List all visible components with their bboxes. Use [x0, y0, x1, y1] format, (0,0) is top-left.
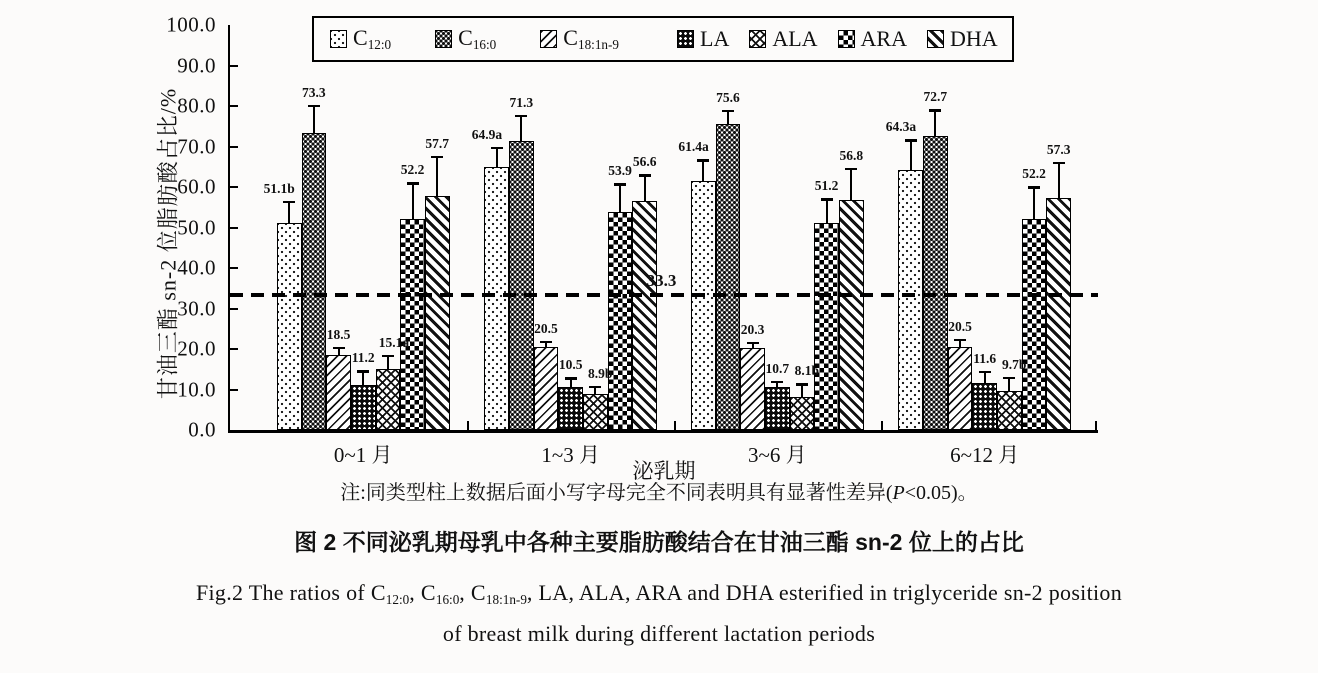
bar-c16-0-g2 — [509, 141, 534, 430]
bar-slot-la-g2 — [558, 25, 583, 430]
x-category-label-4: 6~12 月 — [950, 443, 1020, 467]
bar-slot-c12-0-g1 — [263, 25, 302, 430]
error-bar-cap — [614, 183, 626, 186]
bar-value-label: 64.9a — [471, 126, 503, 142]
bar-ala-g4 — [997, 391, 1022, 430]
y-tick-label: 30.0 — [177, 296, 216, 320]
error-bar-cap — [1028, 186, 1040, 189]
error-bar-ala-g1 — [382, 355, 394, 369]
error-bar-cap — [845, 168, 857, 171]
bar-value-label: 64.3a — [885, 119, 917, 135]
error-bar-line — [644, 174, 646, 200]
error-bar-line — [850, 168, 852, 200]
error-bar-line — [313, 105, 315, 133]
caption-en-c16-sub: 16:0 — [435, 591, 460, 607]
legend-item-ara — [838, 26, 907, 52]
bar-la-g3 — [765, 387, 790, 430]
bar-ala-g1 — [376, 369, 401, 430]
bar-slot-la-g4 — [972, 25, 997, 430]
error-bar-line — [702, 159, 704, 181]
bar-group-3 — [678, 25, 864, 430]
error-bar-c18-1n-9-g1 — [333, 347, 345, 355]
y-tick-mark — [230, 308, 238, 310]
bar-value-label: 20.5 — [534, 320, 558, 336]
y-tick-label: 20.0 — [177, 336, 216, 361]
x-category-label-3: 3~6 月 — [747, 443, 807, 467]
error-bar-dha-g2 — [639, 174, 651, 200]
y-tick-label: 0.0 — [188, 417, 216, 442]
bar-slot-c18-1n-9-g3 — [740, 25, 765, 430]
bar-la-g4 — [972, 383, 997, 430]
y-tick-mark — [230, 65, 238, 67]
error-bar-cap — [796, 383, 808, 386]
x-tick-mark — [674, 421, 676, 430]
bar-slot-c16-0-g4 — [923, 25, 948, 430]
error-bar-la-g2 — [565, 377, 577, 387]
y-tick-label: 80.0 — [177, 93, 216, 118]
error-bar-ara-g2 — [614, 183, 626, 211]
error-bar-line — [520, 115, 522, 141]
error-bar-c12-0-g2 — [491, 147, 503, 167]
bar-slot-la-g1 — [351, 25, 376, 430]
y-tick-mark — [230, 186, 238, 188]
bar-value-label: 11.2 — [351, 350, 375, 366]
legend — [312, 16, 1014, 62]
caption-en-prefix: Fig.2 The ratios of — [195, 580, 371, 605]
error-bar-line — [619, 183, 621, 211]
error-bar-cap — [491, 147, 503, 150]
legend-label-c18-1n-9: $C_{18:1n-9}$ — [563, 25, 619, 52]
y-axis-tick-labels — [0, 12, 222, 442]
error-bar-cap — [1003, 377, 1015, 380]
y-tick-mark — [230, 267, 238, 269]
bar-slot-c18-1n-9-g2 — [534, 25, 559, 430]
error-bar-line — [1058, 162, 1060, 198]
legend-item-la — [677, 26, 729, 52]
bar-c12-0-g2 — [484, 167, 509, 430]
bar-slot-c18-1n-9-g1 — [326, 25, 351, 430]
error-bar-ara-g4 — [1028, 186, 1040, 218]
error-bar-cap — [515, 115, 527, 118]
legend-label-ala: ALA — [772, 26, 818, 51]
legend-label-la: LA — [700, 26, 730, 51]
bar-c18-1n-9-g2 — [534, 347, 559, 430]
error-bar-dha-g1 — [431, 156, 443, 197]
bar-slot-c18-1n-9-g4 — [948, 25, 973, 430]
bar-value-label: 73.3 — [302, 84, 326, 100]
error-bar-c12-0-g4 — [905, 139, 917, 169]
reference-line — [230, 293, 1098, 297]
bar-slot-c12-0-g3 — [678, 25, 716, 430]
bar-dha-g4 — [1046, 198, 1071, 430]
bar-value-label: 51.1b — [263, 180, 295, 196]
error-bar-cap — [431, 156, 443, 159]
error-bar-c16-0-g3 — [722, 110, 734, 124]
bar-la-g2 — [558, 387, 583, 430]
y-tick-mark — [230, 348, 238, 350]
bar-value-label: 15.1a — [378, 334, 410, 350]
y-tick-label: 100.0 — [166, 12, 216, 37]
error-bar-ala-g3 — [796, 383, 808, 397]
bar-slot-c12-0-g4 — [885, 25, 923, 430]
caption-en-suffix: , LA, ALA, ARA and DHA esterified in triglyceride sn-2 position — [526, 580, 1123, 605]
error-bar-ala-g4 — [1003, 377, 1015, 391]
y-tick-label: 60.0 — [177, 174, 216, 199]
y-tick-mark — [230, 227, 238, 229]
legend-item-c18-1n-9 — [540, 25, 619, 53]
error-bar-cap — [283, 201, 295, 204]
bar-dha-g1 — [425, 196, 450, 430]
x-tick-mark — [1095, 421, 1097, 430]
bar-value-label: 56.6 — [632, 154, 657, 170]
legend-item-c16-0 — [435, 25, 496, 53]
bar-slot-la-g3 — [765, 25, 790, 430]
legend-label-dha: DHA — [950, 26, 998, 51]
bar-ara-g1 — [400, 219, 425, 430]
error-bar-line — [1033, 186, 1035, 218]
caption-en-c16-main: C — [420, 580, 436, 605]
error-bar-line — [288, 201, 290, 223]
error-bar-cap — [308, 105, 320, 108]
error-bar-cap — [821, 198, 833, 201]
error-bar-c12-0-g3 — [697, 159, 709, 181]
y-tick-mark — [230, 389, 238, 391]
legend-swatch-ara-icon — [838, 30, 855, 48]
bar-slot-dha-g1 — [425, 25, 450, 430]
bar-c16-0-g4 — [923, 136, 948, 430]
bar-la-g1 — [351, 385, 376, 430]
bar-slot-ala-g4 — [997, 25, 1027, 430]
bar-value-label: 8.1b — [794, 363, 819, 379]
bar-c16-0-g1 — [302, 133, 327, 430]
bar-value-label: 9.7b — [1002, 356, 1027, 372]
bar-dha-g3 — [839, 200, 864, 430]
legend-label-c16-0: $C_{16:0}$ — [458, 25, 497, 52]
bar-c12-0-g4 — [898, 170, 923, 430]
error-bar-dha-g3 — [845, 168, 857, 200]
bar-ara-g3 — [814, 223, 839, 430]
bar-value-label: 53.9 — [608, 163, 632, 179]
legend-label-c12-0: $C_{12:0}$ — [353, 25, 392, 52]
error-bar-cap — [979, 371, 991, 374]
error-bar-cap — [697, 159, 709, 162]
error-bar-la-g3 — [771, 381, 783, 387]
caption-en-sep2: , — [459, 580, 471, 605]
y-tick-mark — [230, 146, 238, 148]
bar-value-label: 10.5 — [558, 357, 583, 373]
error-bar-cap — [722, 110, 734, 113]
legend-label-ara: ARA — [860, 26, 907, 51]
bar-value-label: 8.9b — [588, 365, 613, 381]
bar-c18-1n-9-g4 — [948, 347, 973, 430]
bar-value-label: 52.2 — [1022, 166, 1046, 182]
bar-slot-c16-0-g1 — [302, 25, 327, 430]
note-p-symbol: P — [892, 482, 905, 504]
bar-value-label: 20.5 — [948, 318, 972, 334]
error-bar-cap — [1053, 162, 1065, 165]
y-tick-label: 70.0 — [177, 134, 216, 158]
error-bar-cap — [382, 355, 394, 358]
error-bar-cap — [747, 342, 759, 345]
bar-value-label: 57.7 — [425, 135, 450, 151]
note-prefix: 注:同类型柱上数据后面小写字母完全不同表明具有显著性差异( — [340, 482, 893, 504]
legend-item-c12-0 — [330, 25, 391, 53]
bar-value-label: 72.7 — [923, 89, 948, 105]
bar-slot-dha-g4 — [1046, 25, 1071, 430]
y-tick-mark — [230, 105, 238, 107]
error-bar-cap — [929, 109, 941, 112]
error-bar-cap — [540, 341, 552, 344]
caption-en-c18-sub: 18:1n-9 — [485, 591, 527, 607]
y-tick-label: 90.0 — [177, 53, 216, 77]
plot-area — [228, 25, 1098, 483]
error-bar-line — [910, 139, 912, 169]
legend-item-dha — [927, 26, 998, 52]
error-bar-cap — [954, 339, 966, 342]
bar-c12-0-g3 — [691, 181, 716, 430]
bar-ara-g4 — [1022, 219, 1047, 430]
error-bar-ala-g2 — [589, 386, 601, 394]
bar-value-label: 20.3 — [740, 321, 765, 337]
bar-c16-0-g3 — [716, 124, 741, 430]
bar-value-label: 57.3 — [1046, 141, 1071, 157]
bar-slot-c16-0-g2 — [509, 25, 534, 430]
bar-ara-g2 — [608, 212, 633, 430]
error-bar-cap — [357, 370, 369, 373]
error-bar-dha-g4 — [1053, 162, 1065, 198]
legend-item-ala — [749, 26, 817, 52]
reference-line-label: 33.3 — [646, 271, 677, 291]
y-tick-label: 50.0 — [177, 215, 216, 239]
error-bar-c12-0-g1 — [283, 201, 295, 223]
bar-value-label: 75.6 — [716, 89, 740, 105]
bar-value-label: 61.4a — [678, 139, 709, 155]
bar-slot-ala-g3 — [790, 25, 819, 430]
bar-value-label: 51.2 — [814, 178, 839, 194]
error-bar-c18-1n-9-g4 — [954, 339, 966, 347]
bar-slot-dha-g3 — [839, 25, 864, 430]
error-bar-cap — [333, 347, 345, 350]
error-bar-c16-0-g2 — [515, 115, 527, 141]
note-suffix: <0.05)。 — [904, 482, 978, 504]
x-category-label-2: 1~3 月 — [541, 443, 600, 467]
y-tick-label: 10.0 — [177, 377, 216, 401]
error-bar-cap — [905, 139, 917, 142]
bar-c18-1n-9-g1 — [326, 355, 351, 430]
legend-swatch-dha-icon — [927, 30, 944, 48]
error-bar-ara-g3 — [821, 198, 833, 222]
bar-ala-g2 — [583, 394, 608, 430]
bar-ala-g3 — [790, 397, 815, 430]
error-bar-cap — [407, 182, 419, 185]
note-text — [0, 476, 1318, 505]
error-bar-line — [496, 147, 498, 167]
error-bar-line — [412, 182, 414, 218]
bar-value-label: 52.2 — [400, 162, 425, 178]
bar-group-1 — [263, 25, 450, 430]
error-bar-la-g1 — [357, 370, 369, 384]
error-bar-ara-g1 — [407, 182, 419, 218]
bar-value-label: 56.8 — [839, 147, 864, 163]
legend-swatch-la-icon — [677, 30, 694, 48]
legend-swatch-c18-1n-9-icon — [540, 30, 557, 48]
figure-caption-zh: 图 2 不同泌乳期母乳中各种主要脂肪酸结合在甘油三酯 sn-2 位上的占比 — [294, 529, 1024, 555]
error-bar-line — [934, 109, 936, 135]
legend-swatch-c12-0-icon — [330, 30, 347, 48]
caption-en-c12-main: C — [370, 580, 386, 605]
x-category-label-1: 0~1 月 — [333, 443, 393, 467]
bar-group-4 — [885, 25, 1071, 430]
error-bar-la-g4 — [979, 371, 991, 383]
bar-slot-c16-0-g3 — [716, 25, 741, 430]
error-bar-line — [436, 156, 438, 197]
bar-slot-dha-g2 — [632, 25, 657, 430]
figure-caption-en-line2: of breast milk during different lactation periods — [442, 621, 876, 646]
bar-value-label: 10.7 — [765, 360, 790, 376]
caption-en-sep1: , — [409, 580, 421, 605]
y-tick-label: 40.0 — [177, 255, 216, 280]
bar-value-label: 11.6 — [973, 350, 997, 366]
error-bar-c18-1n-9-g2 — [540, 341, 552, 347]
error-bar-cap — [771, 381, 783, 384]
error-bar-cap — [639, 174, 651, 177]
bar-value-label: 18.5 — [326, 326, 351, 342]
bar-slot-ara-g1 — [400, 25, 425, 430]
error-bar-cap — [589, 386, 601, 389]
x-tick-mark — [881, 421, 883, 430]
x-tick-mark — [467, 421, 469, 430]
bar-c18-1n-9-g3 — [740, 348, 765, 430]
bar-slot-ala-g1 — [376, 25, 410, 430]
bar-value-label: 71.3 — [509, 94, 534, 110]
caption-en-c18-main: C — [470, 580, 486, 605]
caption-en-c12-sub: 12:0 — [385, 591, 410, 607]
error-bar-c16-0-g1 — [308, 105, 320, 133]
bar-dha-g2 — [632, 201, 657, 430]
bar-c12-0-g1 — [277, 223, 302, 430]
figure-caption-en-line1 — [0, 580, 1318, 608]
x-axis-title: 泌乳期 — [632, 459, 696, 483]
error-bar-c16-0-g4 — [929, 109, 941, 135]
legend-swatch-ala-icon — [749, 30, 766, 48]
error-bar-c18-1n-9-g3 — [747, 342, 759, 348]
error-bar-cap — [565, 377, 577, 380]
y-axis-title: 甘油三酯 sn-2 位脂肪酸占比/% — [155, 87, 181, 400]
legend-swatch-c16-0-icon — [435, 30, 452, 48]
error-bar-line — [826, 198, 828, 222]
